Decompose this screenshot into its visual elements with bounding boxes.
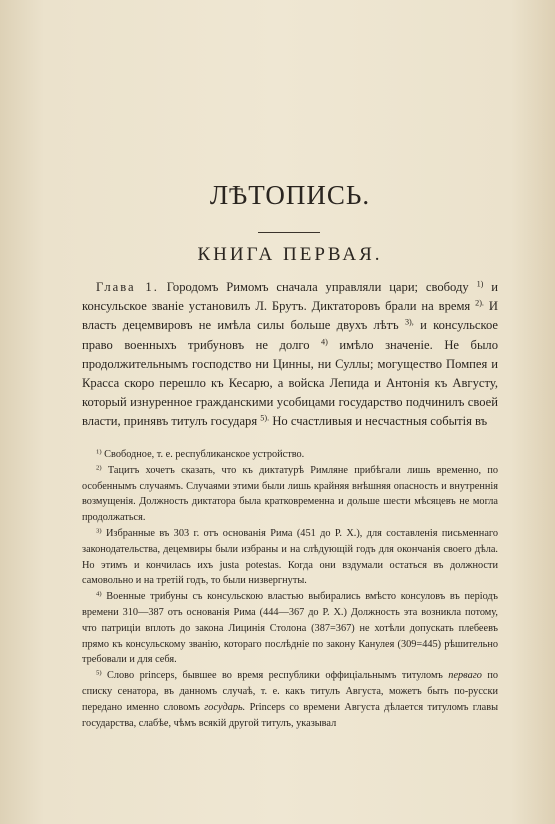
footnote-ref-1: 1) bbox=[476, 279, 484, 289]
footnote-4 bbox=[82, 589, 498, 668]
footnote-text: по списку сенатора, въ данномъ случаѣ, т. е. какъ титулъ Августа, можетъ быть по-русски передано именно словомъ bbox=[82, 670, 499, 713]
text-run: Городомъ Римомъ сначала управляли цари; свободу bbox=[166, 280, 469, 294]
footnote-text: Свободное, т. е. республиканское устройство. bbox=[104, 449, 305, 460]
footnotes bbox=[82, 447, 498, 731]
chapter-paragraph bbox=[82, 278, 498, 432]
footnote-ref-3: 3), bbox=[404, 317, 414, 327]
footnote-text: Слово princeps, бывшее во время республики оффиціальнымъ титуломъ bbox=[107, 670, 443, 682]
title-rule bbox=[258, 232, 320, 233]
footnote-text: Тацитъ хочетъ сказать, что къ диктатурѣ Римляне прибѣгали лишь временно, по особеннымъ случаямъ. Случаями этими были лишь крайняя внѣшняя опасность и внутреннія возмущенія. Должность диктатора была кратковременна и дольше шести мѣсяцевъ не могла продолжаться. bbox=[82, 464, 498, 524]
footnote-number: 5) bbox=[96, 669, 102, 677]
footnote-text: Военные трибуны съ консульскою властью выбирались вмѣсто консуловъ въ періодъ времени 310—387 отъ основанія Рима (444—367 до Р. Х.) Должность эта возникла потому, что патриціи вплоть до закона Лицинія Столона (387=367) не хотѣли допускать плебеевъ прямо къ консульскому званію, котораго послѣдніе по закону Канулея (309=445) рѣшительно требовали и для себя. bbox=[82, 591, 498, 666]
text-run: имѣло значеніе. Не было продолжительнымъ господство ни Цинны, ни Суллы; могущество Помпея и Красса скоро перешло къ Кесарю, а войска Лепида и Антонія къ Августу, который изнуренное гражданскими усобицами государство подчинилъ своей власти, принявъ титулъ государя bbox=[82, 337, 498, 429]
page-title: ЛѢТОПИСЬ. bbox=[209, 180, 371, 210]
text-run: и консульское право военныхъ трибуновъ не долго bbox=[82, 318, 498, 352]
footnote-italic: государь. bbox=[204, 701, 246, 713]
footnote-ref-4: 4) bbox=[321, 337, 328, 347]
footnote-5 bbox=[82, 668, 498, 731]
text-run: И власть децемвировъ не имѣла силы больше двухъ лѣтъ bbox=[82, 299, 498, 333]
footnote-number: 3) bbox=[96, 527, 102, 535]
book-heading: КНИГА ПЕРВАЯ. bbox=[197, 244, 383, 265]
footnote-2 bbox=[82, 463, 498, 526]
footnote-number: 4) bbox=[96, 590, 102, 598]
footnote-text: Избранные въ 303 г. отъ основанія Рима (451 до Р. Х.), для составленія письменнаго законодательства, децемвиры были избраны и на слѣдующій годъ для окончанія своего дѣла. Но этимъ и кончилась ихъ justa potestas. Когда они вздумали остаться въ должности самовольно и на третій годъ, то были низвергнуты. bbox=[82, 527, 499, 587]
footnote-number: 2) bbox=[96, 464, 102, 472]
footnote-italic: перваго bbox=[448, 670, 482, 682]
footnote-3 bbox=[82, 526, 498, 589]
footnote-1 bbox=[82, 447, 498, 463]
chapter-label: Глава 1. bbox=[96, 280, 159, 294]
footnote-number: 1) bbox=[96, 448, 102, 456]
footnote-text: Princeps со времени Августа дѣлается титуломъ главы государства, слабѣе, чѣмъ всякій другой титулъ, указывал bbox=[82, 701, 498, 729]
footnote-ref-5: 5). bbox=[260, 413, 270, 423]
text-run: и консульское званіе установилъ Л. Брутъ. Диктаторовъ брали на время bbox=[82, 280, 498, 314]
text-run: Но счастливыя и несчастныя событія въ bbox=[272, 414, 488, 429]
main-text bbox=[82, 278, 498, 432]
footnote-ref-2: 2). bbox=[475, 298, 484, 308]
